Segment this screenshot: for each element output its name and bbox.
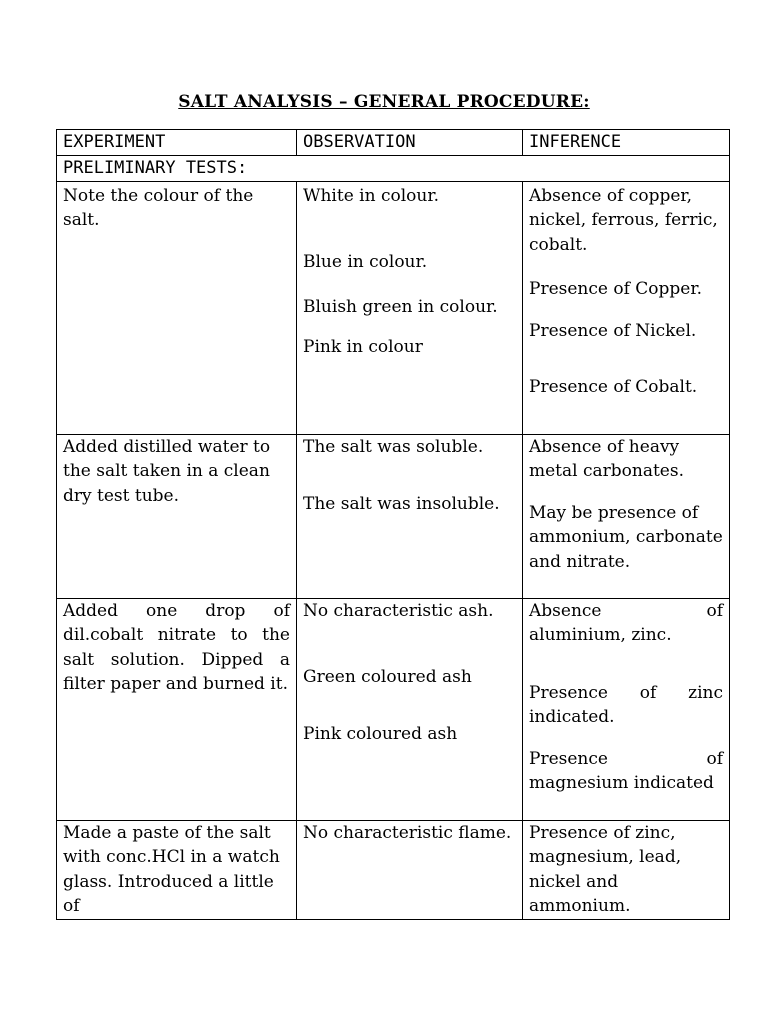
inference-text: Absence of heavy metal carbonates. — [529, 436, 684, 481]
table-row — [57, 434, 730, 598]
inference-text: Presence of Copper. — [529, 279, 703, 299]
inference-cell — [523, 181, 730, 434]
observation-text: Pink in colour — [303, 337, 423, 357]
observation-text: Pink coloured ash — [303, 723, 458, 744]
experiment-text: Added one drop of dil.cobalt nitrate to the salt solution. Dipped a filter paper and burned it. — [63, 600, 290, 694]
inference-text: Presence of magnesium indicated — [529, 748, 723, 793]
inference-text: May be presence of ammonium, carbonate and nitrate. — [529, 502, 723, 572]
page-title: SALT ANALYSIS – GENERAL PROCEDURE: — [178, 92, 590, 112]
observation-text: The salt was insoluble. — [303, 494, 500, 514]
inference-text: Presence of Cobalt. — [529, 377, 698, 397]
observation-text: Bluish green in colour. — [303, 296, 498, 317]
experiment-cell — [57, 434, 297, 598]
observation-text: Blue in colour. — [303, 252, 428, 272]
section-title: PRELIMINARY TESTS: — [57, 156, 730, 182]
header-row — [57, 130, 730, 156]
experiment-text: Note the colour of the salt. — [63, 185, 254, 230]
observation-cell — [297, 820, 523, 919]
experiment-cell — [57, 181, 297, 434]
inference-text: Absence of aluminium, zinc. — [529, 600, 723, 645]
observation-text: No characteristic flame. — [303, 822, 512, 843]
table-row — [57, 598, 730, 820]
experiment-text: Added distilled water to the salt taken in a clean dry test tube. — [63, 436, 271, 506]
experiment-cell — [57, 598, 297, 820]
header-inference: INFERENCE — [523, 130, 730, 156]
section-row — [57, 156, 730, 182]
inference-text: Presence of Nickel. — [529, 320, 697, 341]
experiment-text: Made a paste of the salt with conc.HCl in a watch glass. Introduced a little of — [63, 822, 280, 916]
observation-text: White in colour. — [303, 185, 439, 206]
observation-cell — [297, 598, 523, 820]
inference-cell — [523, 434, 730, 598]
header-observation: OBSERVATION — [297, 130, 523, 156]
inference-cell — [523, 598, 730, 820]
observation-cell — [297, 181, 523, 434]
inference-cell — [523, 820, 730, 919]
table-row — [57, 181, 730, 434]
inference-text: Absence of copper, nickel, ferrous, ferric, cobalt. — [529, 185, 718, 255]
inference-text: Presence of zinc indicated. — [529, 682, 723, 727]
observation-text: No characteristic ash. — [303, 600, 494, 621]
table-row — [57, 820, 730, 919]
experiment-cell — [57, 820, 297, 919]
header-experiment: EXPERIMENT — [57, 130, 297, 156]
procedure-table — [56, 129, 730, 920]
observation-text: Green coloured ash — [303, 667, 472, 687]
inference-text: Presence of zinc, magnesium, lead, nickel and ammonium. — [529, 822, 682, 916]
observation-text: The salt was soluble. — [303, 436, 484, 457]
observation-cell — [297, 434, 523, 598]
